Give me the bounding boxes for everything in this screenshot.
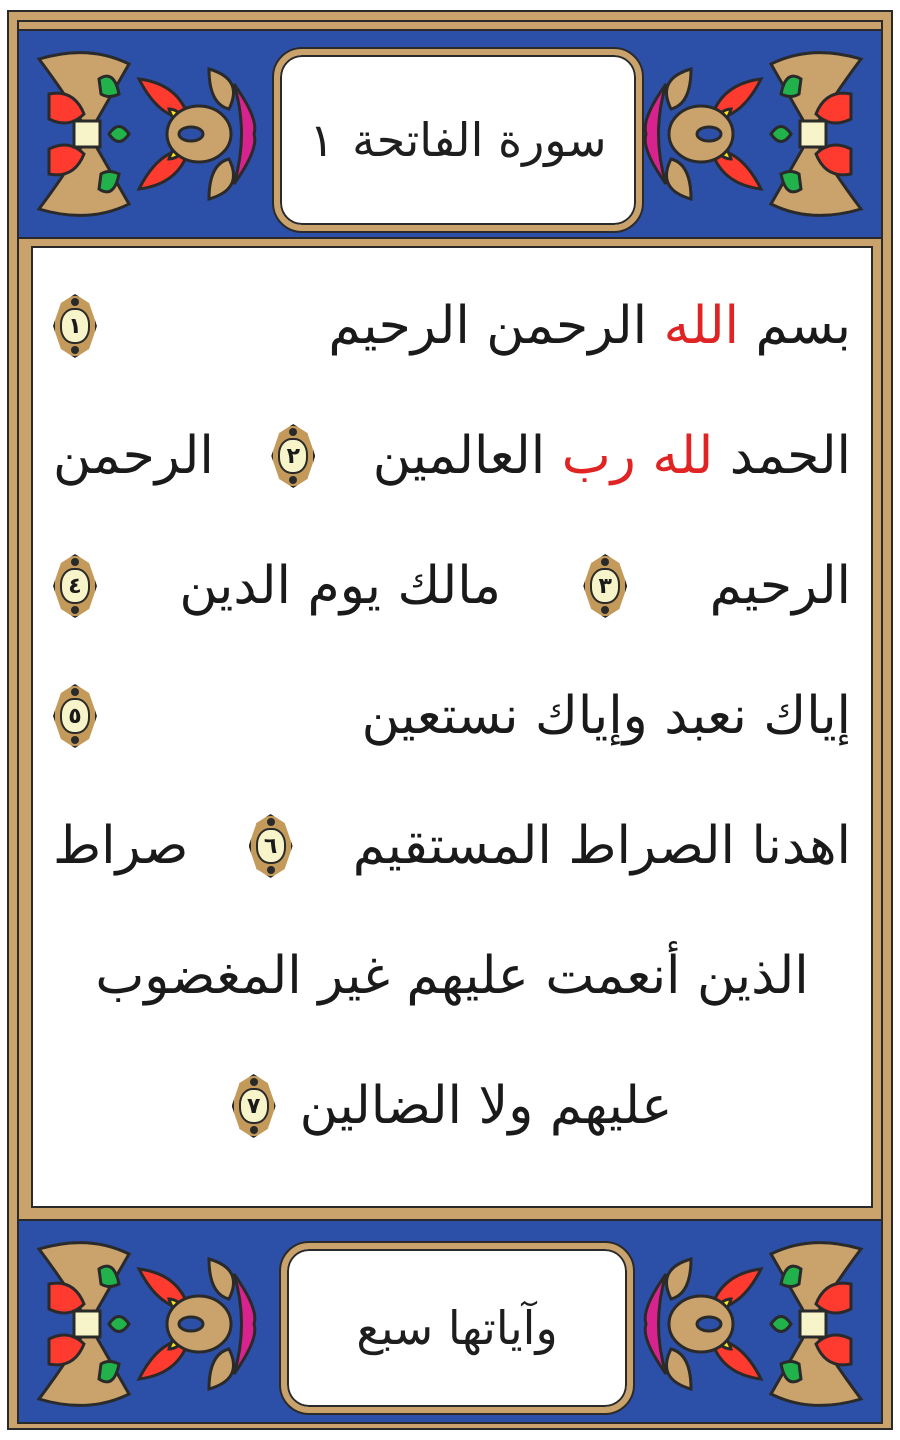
verse-panel (31, 246, 873, 1208)
verse-text: الذين أنعمت عليهم غير المغضوب (95, 946, 809, 1006)
floral-ornament-icon (641, 39, 871, 229)
surah-number: ١ (309, 113, 335, 167)
verse-text: الحمد لله رب العالمين (372, 426, 851, 486)
ayah-marker-3: ٣ (583, 554, 627, 618)
surah-title-cartouche (274, 49, 642, 231)
ayah-marker-2: ٢ (271, 424, 315, 488)
verse-line-7 (53, 1056, 851, 1156)
ayah-marker-5: ٥ (53, 684, 97, 748)
verse-text: إياك نعبد وإياك نستعين (361, 686, 851, 746)
verse-line-1 (53, 276, 851, 376)
verse-text: مالك يوم الدين (179, 556, 501, 616)
floral-ornament-icon (641, 1229, 871, 1419)
verse-text: الرحيم (709, 556, 851, 616)
floral-ornament-icon (29, 39, 259, 229)
verse-line-6 (53, 926, 851, 1026)
verse-count-cartouche (281, 1243, 633, 1413)
surah-name: سورة الفاتحة (352, 113, 607, 167)
verse-text: صراط (53, 816, 189, 876)
divine-name-highlight: الله (663, 296, 739, 356)
ayah-marker-1: ١ (53, 294, 97, 358)
ayah-marker-6: ٦ (249, 814, 293, 878)
footer-band (17, 1219, 883, 1424)
verse-text: اهدنا الصراط المستقيم (352, 816, 851, 876)
mushaf-page (7, 10, 893, 1430)
ayah-marker-7: ٧ (232, 1074, 276, 1138)
header-band (17, 29, 883, 239)
divine-name-highlight: لله رب (561, 426, 714, 486)
verse-line-5 (53, 796, 851, 896)
surah-title (309, 113, 606, 167)
verse-line-4 (53, 666, 851, 766)
floral-ornament-icon (29, 1229, 259, 1419)
verse-text: بسم الله الرحمن الرحيم (328, 296, 851, 356)
ayah-marker-4: ٤ (53, 554, 97, 618)
verse-line-2 (53, 406, 851, 506)
verse-text: الرحمن (53, 426, 214, 486)
verse-text: عليهم ولا الضالين (299, 1076, 673, 1136)
verse-line-3 (53, 536, 851, 636)
verse-count-label: وآياتها سبع (356, 1301, 558, 1355)
